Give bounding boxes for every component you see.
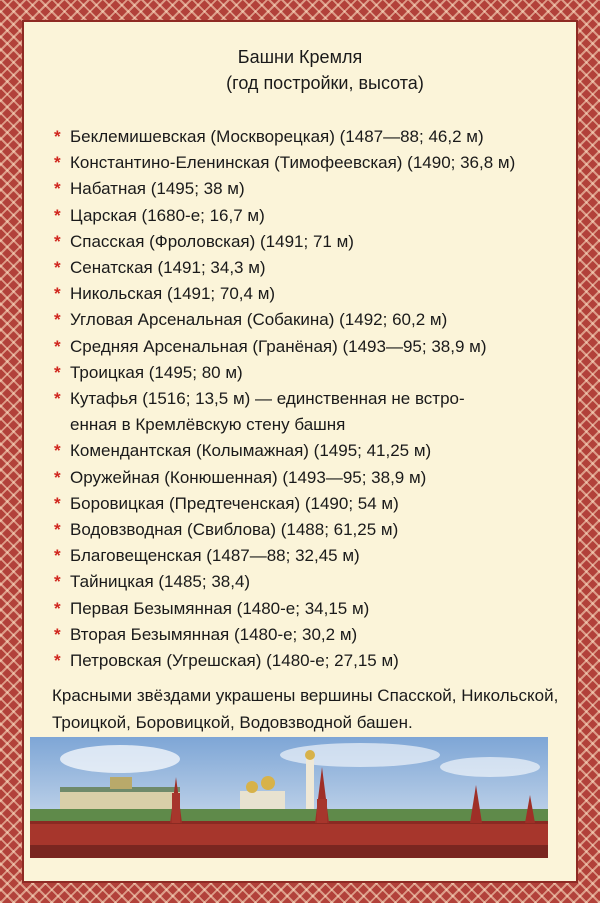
bullet-star-icon: *: [54, 153, 61, 173]
page-subtitle: (год постройки, высота): [226, 73, 424, 93]
tower-label: Комендантская (Колымажная) (1495; 41,25 м): [70, 441, 432, 461]
tower-item: [54, 203, 584, 229]
bullet-star-icon: *: [54, 520, 61, 540]
bullet-star-icon: *: [54, 205, 61, 225]
bullet-star-icon: *: [54, 336, 61, 356]
tower-item: [54, 622, 584, 648]
tower-label: Боровицкая (Предтеченская) (1490; 54 м): [70, 493, 399, 513]
tower-label: Оружейная (Конюшенная) (1493—95; 38,9 м): [70, 467, 427, 487]
tower-item: [54, 648, 584, 674]
heading: [22, 44, 578, 96]
bullet-star-icon: *: [54, 127, 61, 146]
tower-item: [54, 465, 584, 491]
bullet-star-icon: *: [54, 598, 61, 618]
page-title: Башни Кремля: [237, 47, 363, 67]
tower-label: Беклемишевская (Москворецкая) (1487—88; 46,2 м): [70, 127, 484, 146]
tower-item: [54, 255, 584, 281]
tower-label: Набатная (1495; 38 м): [70, 179, 245, 199]
tower-item: [54, 491, 584, 517]
tower-label: Спасская (Фроловская) (1491; 71 м): [70, 231, 354, 251]
bullet-star-icon: *: [54, 231, 61, 251]
tower-item: [54, 386, 584, 438]
tower-label: Вторая Безымянная (1480-е; 30,2 м): [70, 624, 358, 644]
bullet-star-icon: *: [54, 467, 61, 487]
bullet-star-icon: *: [54, 284, 61, 304]
tower-label: Средняя Арсенальная (Гранёная) (1493—95; 38,9 м): [70, 336, 487, 356]
bullet-star-icon: *: [54, 258, 61, 278]
tower-item: [54, 569, 584, 595]
tower-item: [54, 229, 584, 255]
tower-list: [54, 124, 584, 674]
tower-label: Тайницкая (1485; 38,4): [70, 572, 251, 592]
tower-item: [54, 124, 584, 150]
tower-item: [54, 281, 584, 307]
tower-label: Царская (1680-е; 16,7 м): [70, 205, 265, 225]
bullet-star-icon: *: [54, 362, 61, 382]
tower-item: [54, 307, 584, 333]
tower-item: [54, 438, 584, 464]
bullet-star-icon: *: [54, 441, 61, 461]
bullet-star-icon: *: [54, 389, 61, 409]
bullet-star-icon: *: [54, 624, 61, 644]
tower-item: [54, 334, 584, 360]
bullet-star-icon: *: [54, 493, 61, 513]
tower-label: Водовзводная (Свиблова) (1488; 61,25 м): [70, 520, 399, 540]
tower-item: [54, 517, 584, 543]
bullet-star-icon: *: [54, 310, 61, 330]
stars-note: Красными звёздами украшены вершины Спасской, Никольской, Троицкой, Боровицкой, Водовзводной башен.: [52, 686, 559, 732]
kremlin-panorama-image: [30, 737, 548, 858]
tower-item: [54, 543, 584, 569]
tower-label: Кутафья (1516; 13,5 м) — единственная не встро- енная в Кремлёвскую стену башня: [70, 389, 465, 435]
tower-label: Константино-Еленинская (Тимофеевская) (1490; 36,8 м): [70, 153, 516, 173]
tower-label: Первая Безымянная (1480-е; 34,15 м): [70, 598, 370, 618]
bullet-star-icon: *: [54, 572, 61, 592]
tower-label: Благовещенская (1487—88; 32,45 м): [70, 546, 360, 566]
tower-label: Сенатская (1491; 34,3 м): [70, 258, 266, 278]
tower-item: [54, 596, 584, 622]
tower-label: Угловая Арсенальная (Собакина) (1492; 60,2 м): [70, 310, 448, 330]
tower-item: [54, 176, 584, 202]
bullet-star-icon: *: [54, 651, 61, 671]
tower-label: Никольская (1491; 70,4 м): [70, 284, 276, 304]
tower-label: Троицкая (1495; 80 м): [70, 362, 243, 382]
bullet-star-icon: *: [54, 546, 61, 566]
tower-item: [54, 360, 584, 386]
tower-item: [54, 150, 584, 176]
bullet-star-icon: *: [54, 179, 61, 199]
kremlin-panorama-photo: [30, 737, 548, 858]
tower-label: Петровская (Угрешская) (1480-е; 27,15 м): [70, 651, 399, 671]
